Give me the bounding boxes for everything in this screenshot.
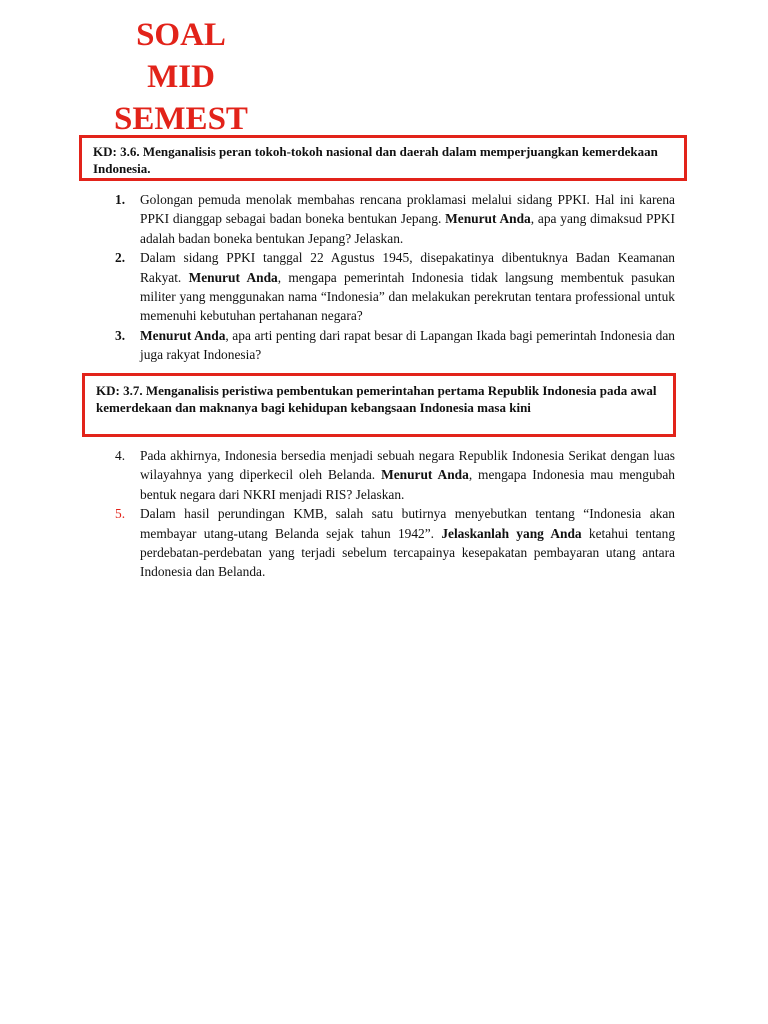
kd-box-3-7 — [82, 373, 676, 437]
question-item — [115, 248, 675, 326]
question-item — [115, 446, 675, 504]
question-text: , mengapa pemerintah Indonesia tidak langsung membentuk pasukan militer yang menggunakan nama “Indonesia” dan melakukan perekrutan tentara professional untuk memenuhi kebutuhan pertahanan negara? — [140, 269, 675, 324]
question-number: 3. — [115, 327, 126, 343]
question-list-1 — [115, 190, 675, 365]
question-item — [115, 504, 675, 582]
question-number: 2. — [115, 250, 126, 266]
question-text: ketahui tentang perdebatan-perdebatan yang terjadi sebelum tercapainya kesepakatan pembayaran utang antara Indonesia dan Belanda. — [140, 525, 676, 580]
question-emphasis: Menurut Anda — [445, 211, 531, 227]
question-number: 5. — [115, 506, 126, 522]
title-line: MID — [147, 59, 215, 95]
question-number: 1. — [115, 192, 126, 207]
question-text: , apa arti penting dari rapat besar di Lapangan Ikada bagi pemerintah Indonesia dan juga rakyat Indonesia? — [140, 327, 675, 363]
question-emphasis: Jelaskanlah yang Anda — [441, 525, 582, 541]
question-text: , mengapa Indonesia mau mengubah bentuk negara dari NKRI menjadi RIS? Jelaskan. — [140, 467, 675, 502]
title-line: SEMEST — [114, 101, 248, 137]
question-emphasis: Menurut Anda — [381, 467, 469, 483]
question-item — [115, 190, 675, 248]
question-text: Golongan pemuda menolak membahas rencana proklamasi melalui sidang PPKI. Hal ini karena PPKI dianggap sebagai badan boneka bentukan Jepang. — [140, 192, 675, 227]
question-text: Dalam sidang PPKI tanggal 22 Agustus 1945, disepakatinya dibentuknya Badan Keamanan Rakyat. — [140, 250, 675, 285]
kd-text: KD: 3.6. Menganalisis peran tokoh-tokoh nasional dan daerah dalam memperjuangkan kemerdekaan Indonesia. — [93, 144, 658, 176]
question-list-2 — [115, 446, 675, 582]
question-emphasis: Menurut Anda — [140, 327, 226, 343]
question-text: Dalam hasil perundingan KMB, salah satu butirnya menyebutkan tentang “Indonesia akan membayar utang-utang Belanda sejak tahun 1942”. — [140, 506, 675, 541]
question-emphasis: Menurut Anda — [188, 269, 278, 285]
question-number: 4. — [115, 448, 126, 463]
title-line: SOAL — [136, 17, 226, 53]
question-text: Pada akhirnya, Indonesia bersedia menjadi sebuah negara Republik Indonesia Serikat dengan luas wilayahnya yang diperkecil oleh Belanda. — [140, 448, 675, 483]
question-item — [115, 326, 675, 365]
document-title — [92, 14, 270, 137]
kd-text: KD: 3.7. Menganalisis peristiwa pembentukan pemerintahan pertama Republik Indonesia pada awal kemerdekaan dan maknanya bagi kehidupan kebangsaan Indonesia masa kini — [96, 383, 657, 415]
kd-box-3-6 — [79, 135, 687, 181]
question-text: , apa yang dimaksud PPKI adalah badan boneka bentukan Jepang? Jelaskan. — [140, 211, 676, 246]
